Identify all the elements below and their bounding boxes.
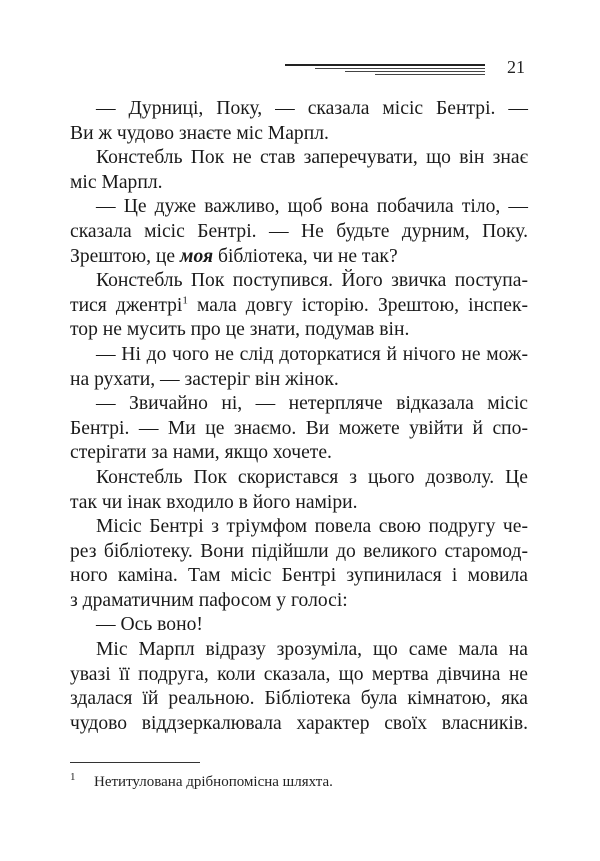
- body-text: [70, 97, 528, 736]
- text-line: міс Марпл.: [70, 171, 163, 193]
- text-line: [70, 245, 528, 270]
- text-line: — Звичайно ні, — нетерпляче відказала місіс: [96, 393, 528, 415]
- text-line: увазі її подруга, коли сказала, що мертва дівчина не: [70, 663, 528, 685]
- text-line: стерігати за нами, якщо хочете.: [70, 442, 332, 464]
- text-line: Міс Марпл відразу зрозуміла, що саме мала на: [96, 639, 528, 661]
- text-line: чудово віддзеркалювала характер своїх власників.: [70, 712, 528, 734]
- text-line: Констебль Пок не став заперечувати, що він знає: [96, 147, 528, 169]
- text-line: ного каміна. Там місіс Бентрі зупинилася і мовила: [70, 565, 528, 587]
- text-fragment: тися джентрі: [70, 294, 183, 316]
- text-line: рез бібліотеку. Вони підійшли до великого старомод-: [70, 540, 528, 562]
- text-line: — Дурниці, Поку, — сказала місіс Бентрі. —: [96, 98, 528, 119]
- footnote-ref: 1: [182, 294, 188, 307]
- text-line: Місіс Бентрі з тріумфом повела свою подругу че-: [96, 516, 528, 538]
- text-line: з драматичним пафосом у голосі:: [70, 589, 348, 611]
- text-fragment: Зрештою, це: [70, 245, 181, 267]
- header-decorative-rules: [285, 61, 485, 77]
- page-number: 21: [507, 57, 525, 77]
- text-line: Констебль Пок поступився. Його звичка поступа-: [96, 270, 528, 292]
- text-line: так чи інак входило в його наміри.: [70, 491, 358, 513]
- page-header: [285, 56, 525, 80]
- text-line: Констебль Пок скористався з цього дозволу. Це: [96, 466, 528, 488]
- text-fragment: мала довгу історію. Зрештою, інспек-: [187, 294, 528, 316]
- text-line: — Ось воно!: [96, 614, 203, 636]
- footnote-divider: [70, 762, 200, 763]
- text-line: Бентрі. — Ми це знаємо. Ви можете увійти й спо-: [70, 417, 528, 439]
- text-line: тор не мусить про це знати, подумав він.: [70, 319, 410, 341]
- text-line: [70, 294, 528, 319]
- footnote-text: Нетитулована дрібнопомісна шляхта.: [94, 774, 333, 790]
- text-line: Ви ж чудово знаєте міс Марпл.: [70, 122, 329, 144]
- footnote-mark: 1: [70, 771, 76, 783]
- emphasis-word: моя: [180, 245, 214, 267]
- text-line: здалася їй реальною. Бібліотека була кімнатою, яка: [70, 688, 528, 710]
- text-line: сказала місіс Бентрі. — Не будьте дурним, Поку.: [70, 220, 528, 242]
- text-line: на рухати, — застеріг він жінок.: [70, 368, 339, 390]
- text-line: — Це дуже важливо, щоб вона побачила тіло, —: [96, 196, 528, 218]
- text-fragment: бібліотека, чи не так?: [213, 245, 398, 267]
- text-line: — Ні до чого не слід доторкатися й нічого не мож-: [96, 343, 528, 365]
